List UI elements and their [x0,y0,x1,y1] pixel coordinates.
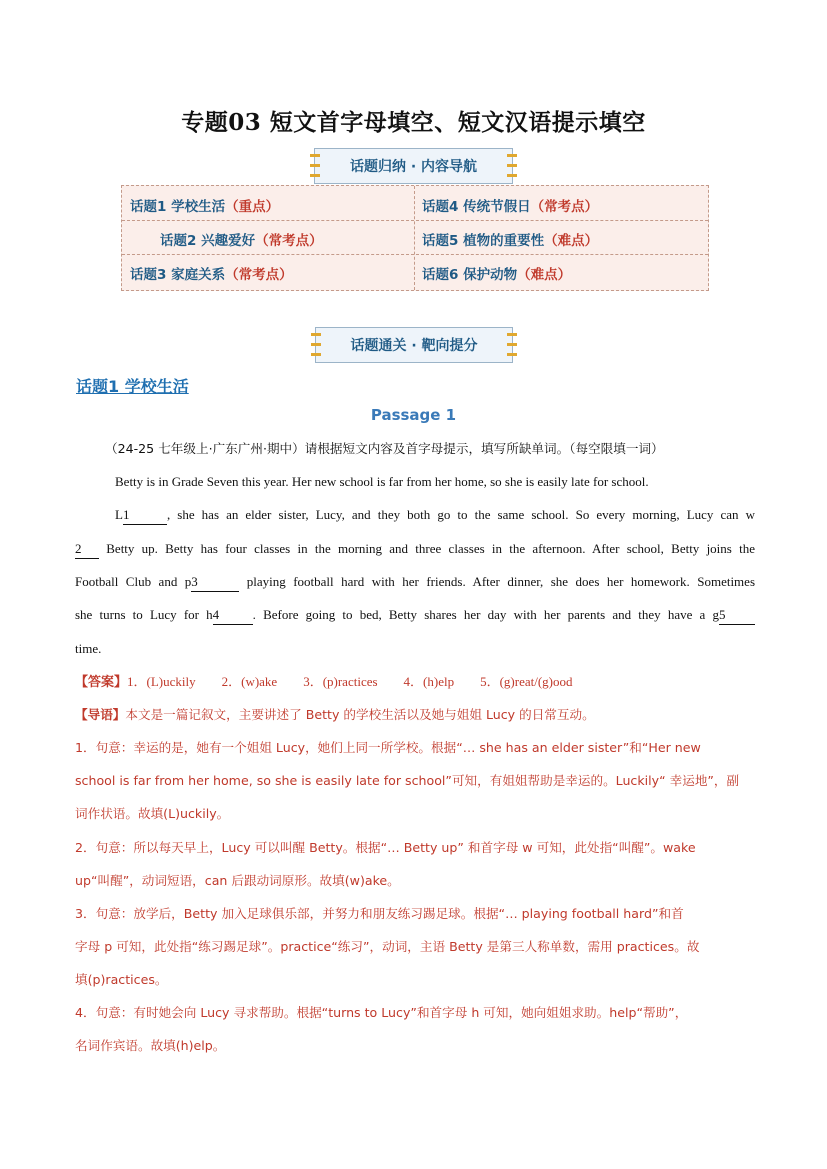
explanation-line: up“叫醒”，动词短语，can 后跟动词原形。故填(w)ake。 [75,873,400,888]
toc-topic-5[interactable]: 话题5 植物的重要性（难点） [422,233,599,249]
passage-line: L1 , she has an elder sister, Lucy, and they both go to the same school. So every morning, Lucy can w [115,506,755,525]
banner-decoration-icon [311,328,321,362]
blank-5[interactable]: 5 [719,606,755,625]
passage-line: Betty is in Grade Seven this year. Her new school is far from her home, so she is easily late for school. [115,474,649,489]
explanation-line: 字母 p 可知，此处指“练习踢足球”。practice“练习”，动词，主语 Betty 是第三人称单数，需用 practices。故 [75,939,700,954]
topic-table [121,185,709,291]
passage-line: time. [75,641,102,656]
passage-line: 2 Betty up. Betty has four classes in the morning and three classes in the afternoon. After school, Betty joins the [75,540,755,559]
explanation-line: 2．句意：所以每天早上，Lucy 可以叫醒 Betty。根据“… Betty up” 和首字母 w 可知，此处指“叫醒”。wake [75,840,696,855]
banner-decoration-icon [507,328,517,362]
explanation-line: 1．句意：幸运的是，她有一个姐姐 Lucy，她们上同一所学校。根据“… she has an elder sister”和“Her new [75,740,701,755]
banner-label: 话题通关 · 靶向提分 [350,338,478,354]
blank-4[interactable]: 4 [213,606,253,625]
answer-line: 【答案】1．(L)uckily 2．(w)ake 3．(p)ractices 4．(h)elp 5．(g)reat/(g)ood [75,674,573,690]
blank-1[interactable]: 1 [123,506,167,525]
section-banner-practice [315,327,513,363]
toc-topic-2[interactable]: 话题2 兴趣爱好（常考点） [160,233,323,249]
explanation-line: 词作状语。故填(L)uckily。 [75,806,230,821]
page-title: 专题03 短文首字母填空、短文汉语提示填空 [181,109,646,136]
section-banner-overview [314,148,513,184]
blank-3[interactable]: 3 [191,573,239,592]
banner-decoration-icon [507,149,517,183]
topic-heading[interactable]: 话题1 学校生活 [76,377,189,396]
banner-label: 话题归纳 · 内容导航 [349,159,478,175]
toc-topic-1[interactable]: 话题1 学校生活（重点） [130,199,280,215]
instruction: （24-25 七年级上·广东广州·期中）请根据短文内容及首字母提示，填写所缺单词。（每空限填一词） [105,441,664,456]
toc-topic-4[interactable]: 话题4 传统节假日（常考点） [422,199,599,215]
explanation-line: 填(p)ractices。 [75,972,168,987]
toc-topic-6[interactable]: 话题6 保护动物（难点） [422,267,572,283]
explanation-line: 3．句意：放学后，Betty 加入足球俱乐部，并努力和朋友练习踢足球。根据“… playing football hard”和首 [75,906,684,921]
explanation-line: 名词作宾语。故填(h)elp。 [75,1038,226,1053]
explanation-line: school is far from her home, so she is easily late for school”可知，有姐姐帮助是幸运的。Luckily“ 幸运地”，副 [75,773,740,788]
passage-line: she turns to Lucy for h4 . Before going to bed, Betty shares her day with her parents and they have a g5 [75,606,755,625]
blank-2[interactable]: 2 [75,540,99,559]
banner-decoration-icon [310,149,320,183]
passage-line: Football Club and p3 playing football hard with her friends. After dinner, she does her homework. Sometimes [75,573,755,592]
passage-title: Passage 1 [370,406,457,424]
guide-line: 【导语】本文是一篇记叙文，主要讲述了 Betty 的学校生活以及她与姐姐 Lucy 的日常互动。 [75,707,595,722]
toc-topic-3[interactable]: 话题3 家庭关系（常考点） [130,267,293,283]
explanation-line: 4．句意：有时她会向 Lucy 寻求帮助。根据“turns to Lucy”和首字母 h 可知，她向姐姐求助。help“帮助”， [75,1005,688,1020]
